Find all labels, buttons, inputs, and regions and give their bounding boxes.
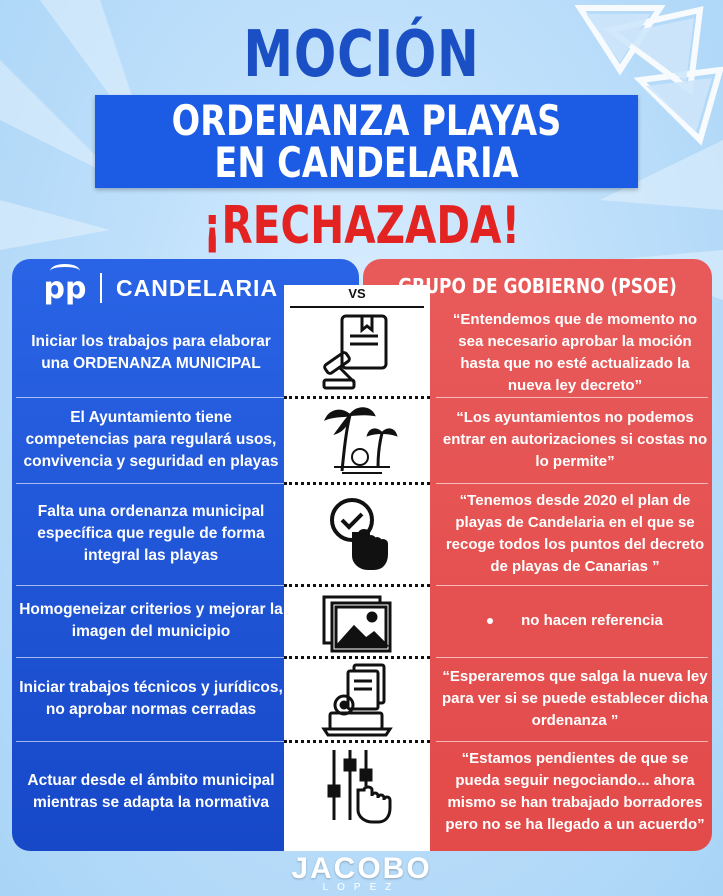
bullet-icon [487,618,493,624]
row-3-left: Falta una ordenanza municipal específica que regule de forma integral las playas [37,503,265,564]
row-2-left: El Ayuntamiento tiene competencias para regulará usos, convivencia y seguridad en playas [23,409,279,470]
beach-palm-icon [314,401,400,481]
row-divider-dotted [284,482,430,485]
logo-separator [100,273,102,303]
row-divider-dotted [284,396,430,399]
row-6-right: “Estamos pendientes de que se pueda seguir negociando... ahora mismo se han trabajado borradores pero no se ha llegado a un acuerdo” [445,750,705,833]
pp-logo-icon [38,270,92,306]
row-3-right: “Tenemos desde 2020 el plan de playas de Candelaria en el que se recoge todos los puntos del decreto de playas de Canarias ” [445,492,705,575]
subject-banner [95,95,638,188]
banner-line-1: ORDENANZA PLAYAS [171,96,562,145]
document-settings-laptop-icon [314,659,400,739]
vs-underline [290,306,424,308]
banner-line-2: EN CANDELARIA [214,138,519,187]
row-1-right: “Entendemos que de momento no sea necesario aprobar la moción hasta que no esté actualizado la nueva ley decreto” [452,311,698,394]
image-gallery-icon [314,583,400,663]
author-surname: LOPEZ [322,882,401,893]
row-1-left: Iniciar los trabajos para elaborar una ORDENANZA MUNICIPAL [31,333,271,372]
pp-logo-text: pp [43,270,87,306]
row-6-left: Actuar desde el ámbito municipal mientras se adapta la normativa [27,772,275,811]
pp-candelaria-logo [38,270,278,306]
row-5-right: “Esperaremos que salga la nueva ley para ver si se puede establecer dicha ordenanza ” [442,668,708,729]
checkmark-click-icon [314,494,400,574]
row-2-right: “Los ayuntamientos no podemos entrar en autorizaciones si costas no lo permite” [442,409,708,470]
vs-label: VS [348,286,366,301]
left-column-heading: CANDELARIA [116,274,279,301]
sliders-hand-icon [314,746,400,826]
right-column-heading: GRUPO DE GOBIERNO (PSOE) [398,274,677,298]
status-headline: ¡RECHAZADA! [203,196,520,256]
row-4-right-text: no hacen referencia [521,612,663,629]
law-document-gavel-icon [314,312,400,392]
row-divider-dotted [284,740,430,743]
author-logo [0,852,723,893]
page-title: MOCIÓN [243,18,480,92]
row-4-left: Homogeneizar criterios y mejorar la imagen del municipio [19,601,283,640]
row-5-left: Iniciar trabajos técnicos y jurídicos, no aprobar normas cerradas [19,679,283,718]
row-4-right [440,586,710,656]
author-name: JACOBO [291,852,432,885]
